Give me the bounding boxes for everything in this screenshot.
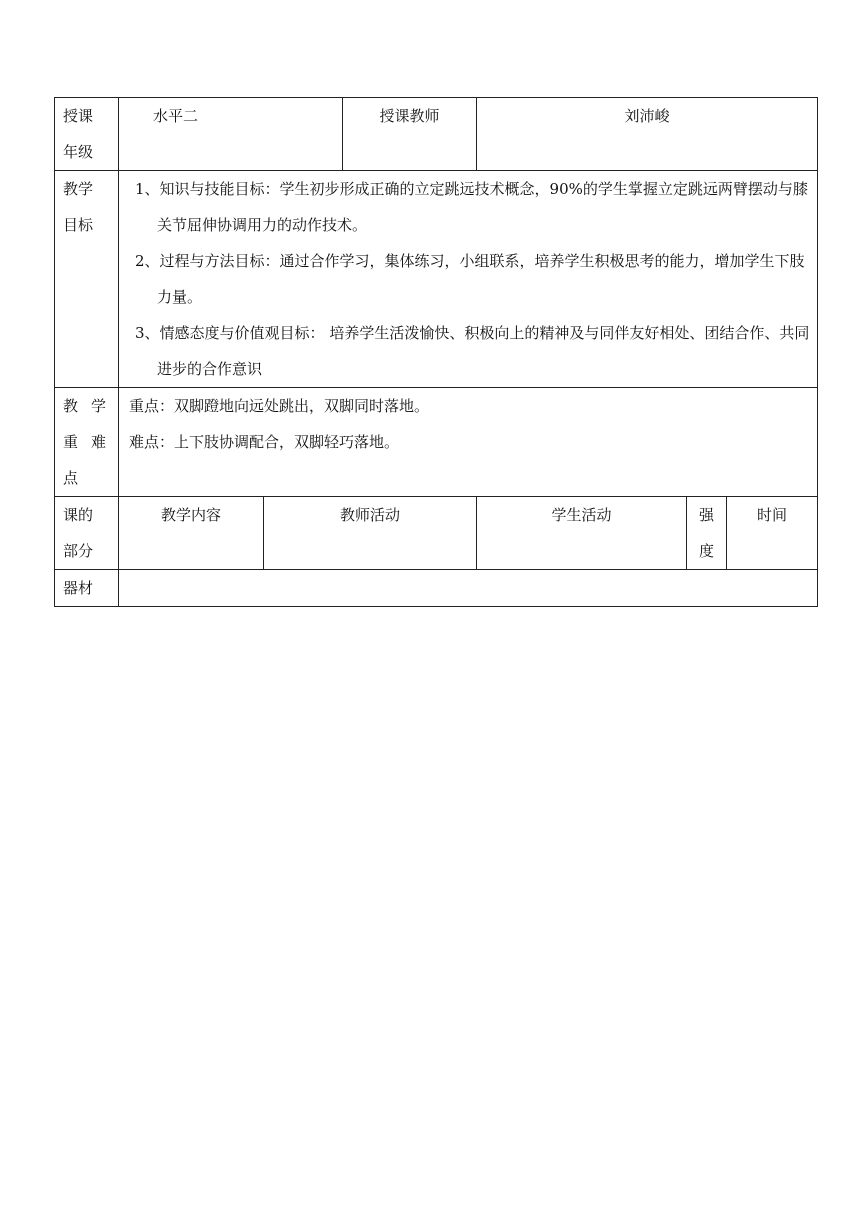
- student-activity-header: 学生活动: [551, 506, 612, 524]
- intensity-header-line-1: 强: [699, 506, 715, 524]
- time-header: 时间: [757, 506, 788, 524]
- key-points-label-cell: [55, 388, 119, 497]
- grade-label-cell: [55, 98, 119, 171]
- equipment-label-cell: [55, 570, 119, 607]
- key-points-label-char: 点: [63, 469, 79, 487]
- grade-label-line-2: 年级: [63, 143, 94, 161]
- key-points-label-char: 难: [90, 433, 106, 451]
- goals-content-cell: [119, 171, 818, 388]
- goals-row: [55, 171, 818, 388]
- goals-label-cell: [55, 171, 119, 388]
- goals-label-line-2: 目标: [63, 216, 94, 234]
- difficulty-point: 难点：上下肢协调配合，双脚轻巧落地。: [129, 433, 400, 451]
- key-points-label-char: 教: [63, 397, 79, 415]
- goal-item-attitude: 3、情感态度与价值观目标： 培养学生活泼愉快、积极向上的精神及与同伴友好相处、团结合作、共同进步的合作意识: [135, 324, 810, 378]
- grade-value-cell: [119, 98, 343, 171]
- part-label-cell: [55, 497, 119, 570]
- key-points-label-line-3: [63, 460, 106, 496]
- student-activity-header-cell: [477, 497, 687, 570]
- teacher-value-cell: [477, 98, 818, 171]
- part-label-line-1: 课的: [63, 506, 94, 524]
- columns-header-row: [55, 497, 818, 570]
- teacher-activity-header: 教师活动: [340, 506, 401, 524]
- goal-item-process: 2、过程与方法目标：通过合作学习，集体练习，小组联系，培养学生积极思考的能力，增加学生下肢力量。: [135, 252, 805, 306]
- lesson-plan-table: [54, 97, 818, 607]
- time-header-cell: [727, 497, 818, 570]
- key-points-row: [55, 388, 818, 497]
- equipment-value-cell: [119, 570, 818, 607]
- content-header-cell: [119, 497, 264, 570]
- goals-label-line-1: 教学: [63, 180, 94, 198]
- content-header: 教学内容: [160, 506, 221, 524]
- equipment-row: [55, 570, 818, 607]
- part-label-line-2: 部分: [63, 542, 94, 560]
- key-points-content-cell: [119, 388, 818, 497]
- focus-point: 重点：双脚蹬地向远处跳出，双脚同时落地。: [129, 397, 430, 415]
- equipment-label: 器材: [63, 579, 94, 597]
- key-points-label-char: 学: [90, 397, 106, 415]
- teacher-activity-header-cell: [264, 497, 477, 570]
- intensity-header-cell: [687, 497, 727, 570]
- teacher-label-cell: [343, 98, 477, 171]
- header-row: [55, 98, 818, 171]
- key-points-label-line-2: [63, 424, 106, 460]
- grade-value: 水平二: [153, 107, 199, 125]
- key-points-label-line-1: [63, 388, 106, 424]
- intensity-header-line-2: 度: [699, 542, 715, 560]
- goal-item-knowledge: 1、知识与技能目标：学生初步形成正确的立定跳远技术概念，90%的学生掌握立定跳远两臂摆动与膝关节屈伸协调用力的动作技术。: [135, 180, 808, 234]
- teacher-name: 刘沛峻: [624, 107, 670, 125]
- key-points-label-char: 重: [63, 433, 79, 451]
- grade-label-line-1: 授课: [63, 107, 94, 125]
- teacher-label: 授课教师: [379, 107, 440, 125]
